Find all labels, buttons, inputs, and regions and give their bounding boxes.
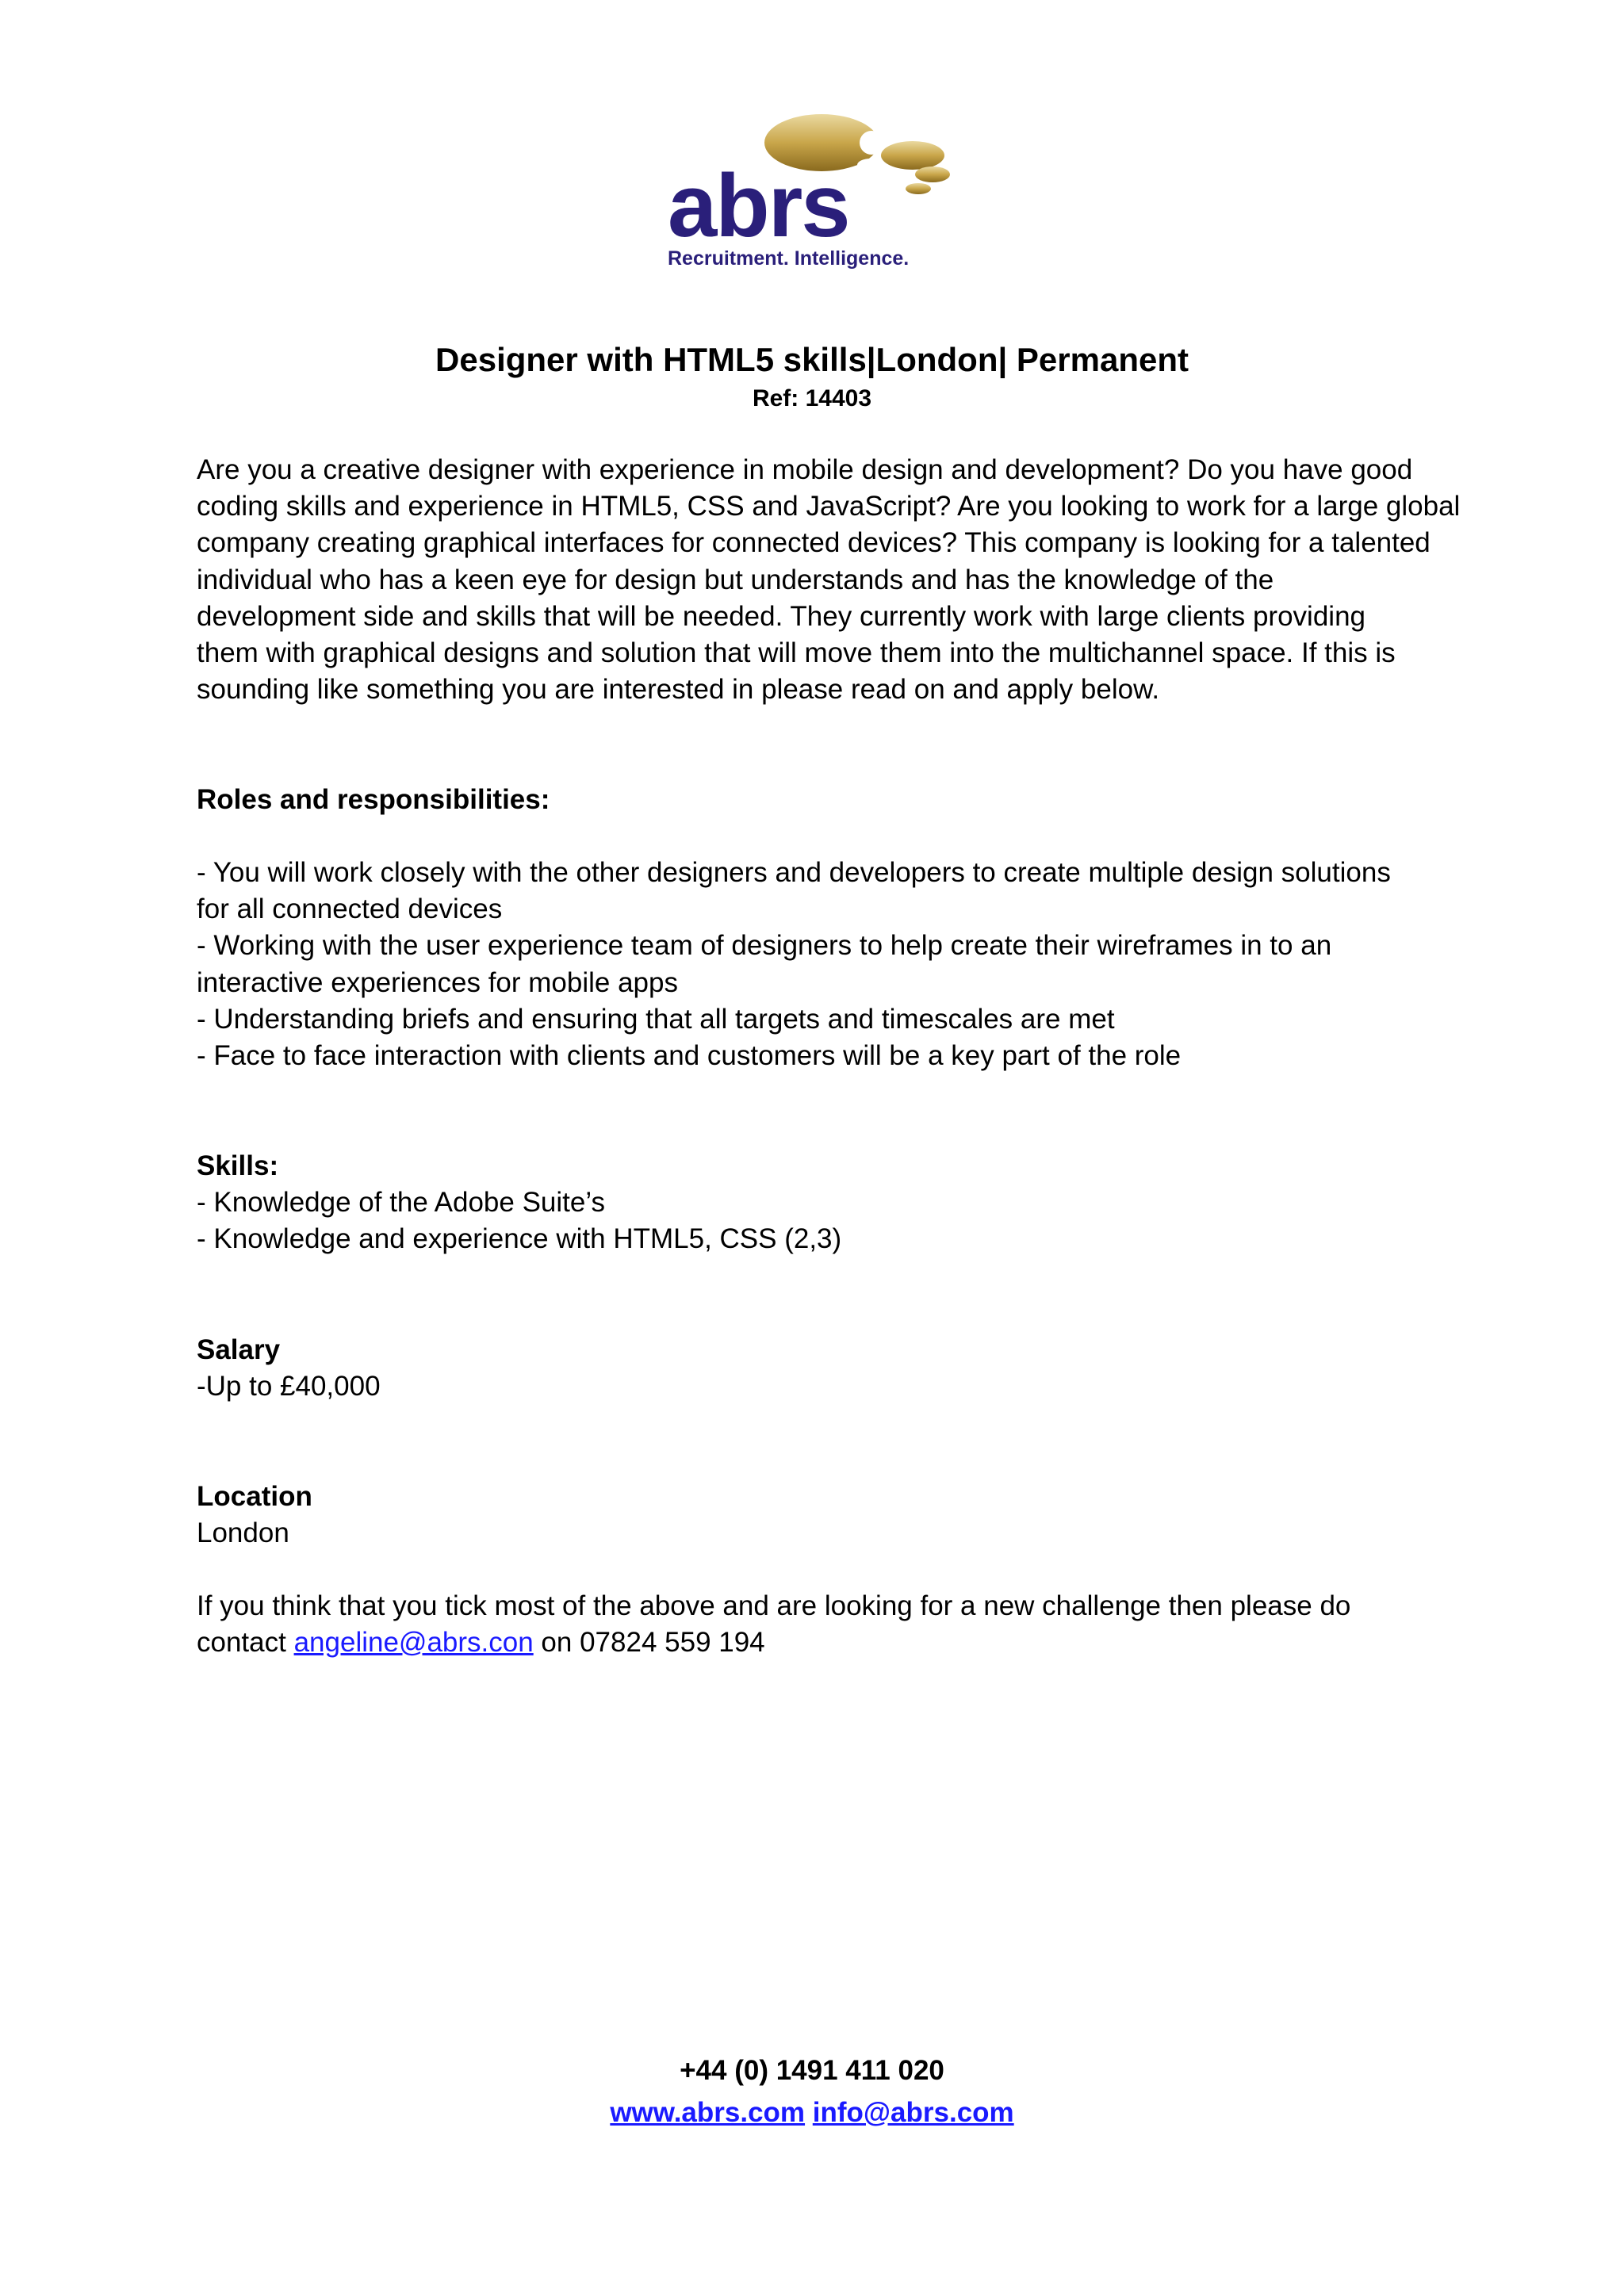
roles-line: - Face to face interaction with clients and customers will be a key part of the role [197,1039,1182,1071]
abrs-logo [663,109,964,276]
logo-wordmark: abrs [668,156,849,255]
contact-line-1: If you think that you tick most of the above and are looking for a new challenge then please do [197,1590,1351,1621]
roles-line: for all connected devices [197,894,503,925]
roles-line: interactive experiences for mobile apps [197,966,678,998]
salary-section [197,1332,1434,1405]
roles-list [197,855,1434,1074]
skills-line: - Knowledge and experience with HTML5, CSS (2,3) [197,1223,842,1255]
location-section [197,1479,1434,1552]
contact-suffix: on 07824 559 194 [533,1627,765,1659]
contact-email-link[interactable]: angeline@abrs.con [293,1627,534,1659]
intro-line: Are you a creative designer with experience in mobile design and development? Do you have good [197,454,1413,485]
roles-line: - Understanding briefs and ensuring that all targets and timescales are met [197,1003,1115,1035]
intro-line: sounding like something you are interested in please read on and apply below. [197,674,1160,706]
salary-heading: Salary [197,1334,281,1365]
footer-email-link[interactable]: info@abrs.com [812,2097,1014,2128]
contact-prefix: contact [197,1627,294,1659]
logo-tagline: Recruitment. Intelligence. [668,247,910,270]
roles-line: - You will work closely with the other designers and developers to create multiple design solutions [197,857,1391,888]
skills-section [197,1148,1434,1258]
footer-links [0,2094,1624,2132]
location-value: London [197,1517,289,1549]
intro-line: individual who has a keen eye for design but understands and has the knowledge of the [197,564,1274,595]
intro-line: development side and skills that will be needed. They currently work with large clients providing [197,600,1365,632]
intro-line: them with graphical designs and solution that will move them into the multichannel space. If this is [197,637,1396,668]
salary-value: -Up to £40,000 [197,1371,381,1402]
intro-line: company creating graphical interfaces for connected devices? This company is looking for a talented [197,527,1431,559]
intro-line: coding skills and experience in HTML5, CSS and JavaScript? Are you looking to work for a large global [197,491,1461,522]
footer-phone: +44 (0) 1491 411 020 [680,2055,944,2086]
location-heading: Location [197,1481,312,1512]
skills-line: - Knowledge of the Adobe Suite’s [197,1187,606,1219]
job-ref: Ref: 14403 [752,385,872,411]
job-title: Designer with HTML5 skills|London| Permanent [435,341,1189,378]
intro-paragraph [197,452,1461,708]
roles-heading: Roles and responsibilities: [197,784,550,815]
footer-website-link[interactable]: www.abrs.com [610,2097,806,2128]
skills-heading: Skills: [197,1150,279,1181]
contact-section [197,1588,1434,1661]
roles-line: - Working with the user experience team of designers to help create their wireframes in to an [197,930,1332,962]
contact-line-2 [197,1624,1434,1661]
